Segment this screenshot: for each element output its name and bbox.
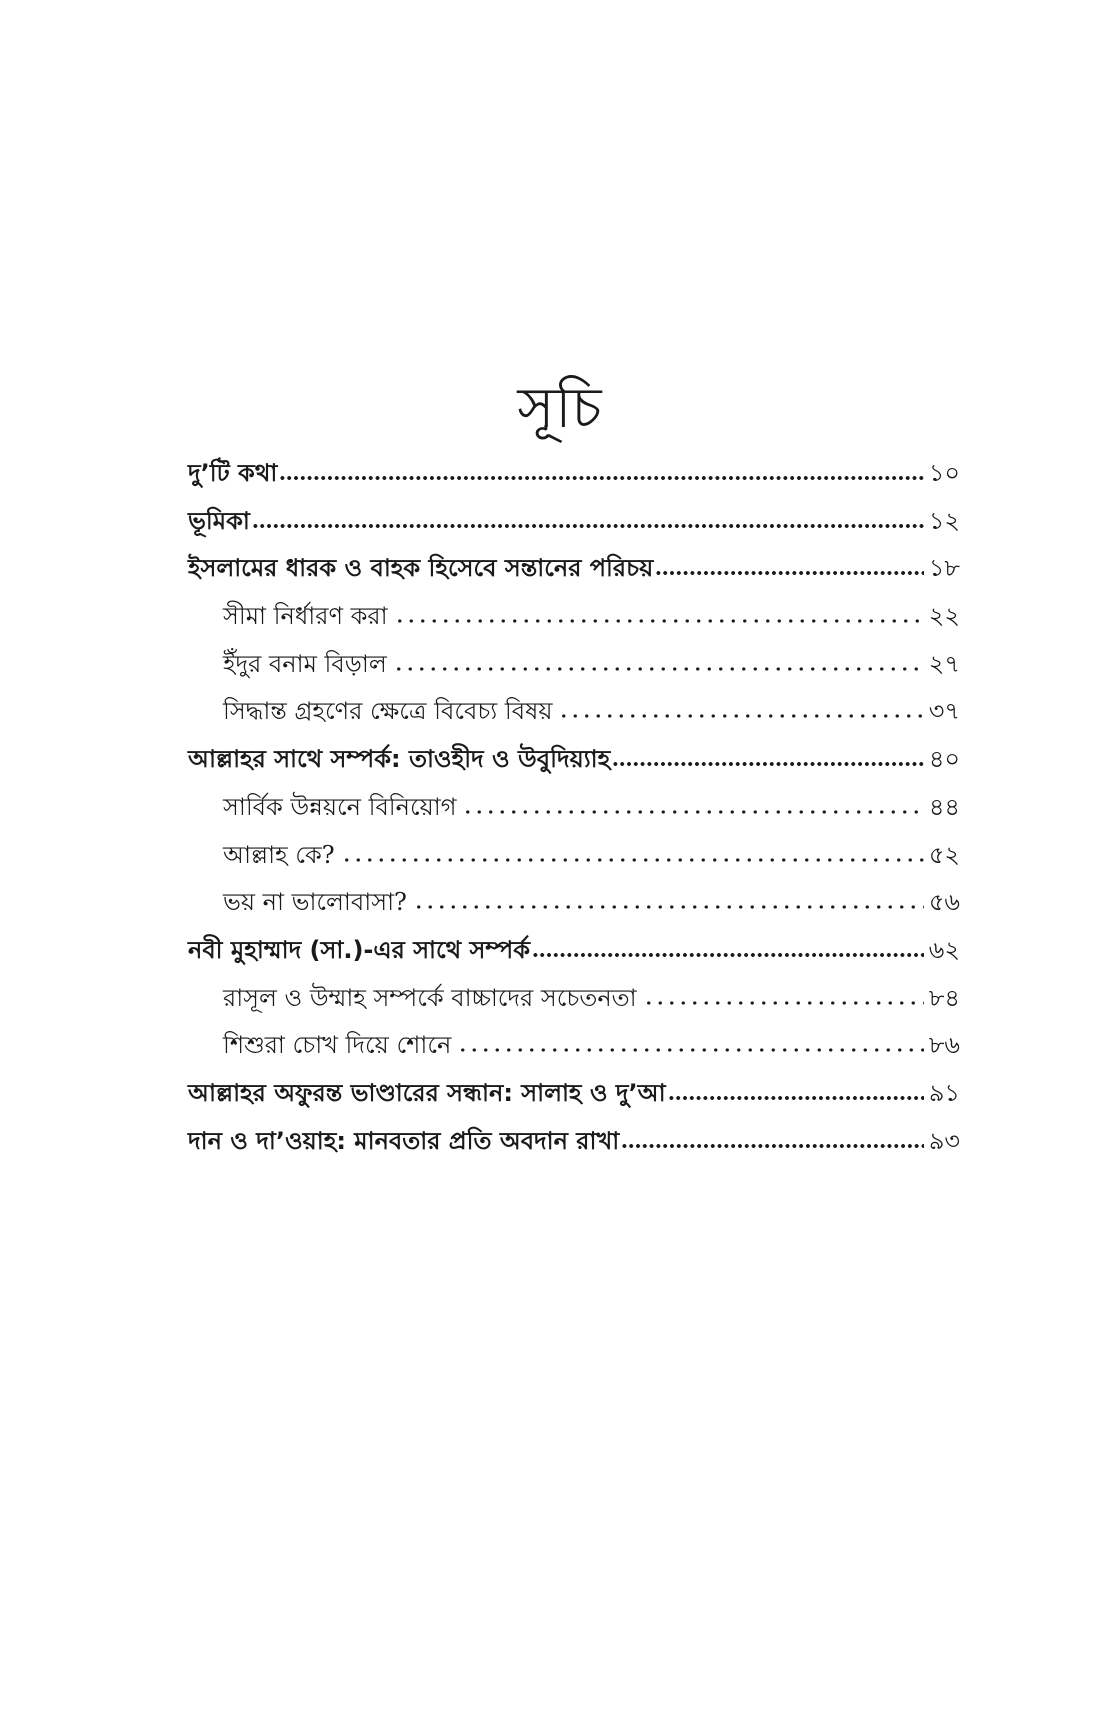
dot-leader <box>279 473 924 481</box>
dot-leader <box>655 568 924 576</box>
toc-entry-page-number: ৪৪ <box>928 792 960 821</box>
table-of-contents <box>188 450 960 1165</box>
toc-entry-page-number: ৯৩ <box>928 1126 960 1155</box>
toc-entry-label: আল্লাহর অফুরন্ত ভাণ্ডারের সন্ধান: সালাহ ও দু’আ <box>188 1078 666 1107</box>
toc-entry-page-number: ১৮ <box>928 554 960 583</box>
toc-entry-label: দু’টি কথা <box>188 459 278 487</box>
toc-entry-label: শিশুরা চোখ দিয়ে শোনে <box>223 1031 452 1060</box>
dot-leader <box>639 998 924 1006</box>
toc-entry-page-number: ৬২ <box>928 935 960 964</box>
toc-entry-page-number: ৮৪ <box>928 983 960 1012</box>
toc-entry-label: দান ও দা’ওয়াহ: মানবতার প্রতি অবদান রাখা <box>188 1126 620 1155</box>
toc-subentry-children-listen-with-eyes[interactable] <box>188 1022 960 1070</box>
toc-entry-bhumika[interactable] <box>188 498 960 546</box>
dot-leader <box>668 1093 924 1101</box>
toc-subentry-who-is-allah[interactable] <box>188 832 960 880</box>
toc-entry-page-number: ২৭ <box>928 649 960 678</box>
dot-leader <box>621 1141 924 1149</box>
toc-entry-page-number: ৯১ <box>928 1078 960 1107</box>
toc-entry-chapter-islam-identity[interactable] <box>188 545 960 593</box>
toc-subentry-children-awareness[interactable] <box>188 975 960 1023</box>
toc-entry-label: সীমা নির্ধারণ করা <box>223 602 388 631</box>
dot-leader <box>458 807 924 815</box>
toc-entry-label: আল্লাহর সাথে সম্পর্ক: তাওহীদ ও উবুদিয়্যাহ <box>188 745 611 774</box>
toc-entry-page-number: ১২ <box>928 506 960 535</box>
toc-entry-page-number: ১০ <box>928 459 960 487</box>
toc-entry-label: সার্বিক উন্নয়নে বিনিয়োগ <box>223 792 457 821</box>
toc-entry-label: সিদ্ধান্ত গ্রহণের ক্ষেত্রে বিবেচ্য বিষয় <box>223 697 553 726</box>
toc-subentry-mouse-vs-cat[interactable] <box>188 641 960 689</box>
dot-leader <box>409 902 924 910</box>
toc-entry-du-ti-kotha[interactable] <box>188 450 960 498</box>
toc-entry-chapter-salah-and-dua[interactable] <box>188 1070 960 1118</box>
dot-leader <box>453 1045 924 1053</box>
toc-entry-chapter-relationship-with-prophet[interactable] <box>188 927 960 975</box>
toc-subentry-fear-or-love[interactable] <box>188 879 960 927</box>
toc-entry-label: আল্লাহ কে? <box>223 840 335 869</box>
dot-leader <box>389 664 924 672</box>
toc-entry-label: রাসূল ও উম্মাহ সম্পর্কে বাচ্চাদের সচেতনতা <box>223 983 637 1012</box>
page-title: সূচি <box>517 375 603 441</box>
toc-entry-label: ইসলামের ধারক ও বাহক হিসেবে সন্তানের পরিচয় <box>188 554 654 583</box>
toc-entry-label: ভূমিকা <box>188 506 250 535</box>
toc-entry-page-number: ৫২ <box>928 840 960 869</box>
dot-leader <box>337 855 924 863</box>
toc-entry-page-number: ২২ <box>928 602 960 631</box>
toc-entry-page-number: ৮৬ <box>928 1031 960 1060</box>
toc-entry-page-number: ৫৬ <box>928 888 960 917</box>
toc-entry-label: নবী মুহাম্মাদ (সা.)-এর সাথে সম্পর্ক <box>188 935 530 964</box>
toc-subentry-decision-making[interactable] <box>188 688 960 736</box>
toc-entry-label: ইঁদুর বনাম বিড়াল <box>223 649 387 678</box>
toc-entry-page-number: ৩৭ <box>928 697 960 726</box>
dot-leader <box>554 711 924 719</box>
dot-leader <box>252 521 924 529</box>
toc-entry-label: ভয় না ভালোবাসা? <box>223 888 407 917</box>
toc-subentry-overall-development[interactable] <box>188 784 960 832</box>
toc-entry-chapter-charity-and-dawah[interactable] <box>188 1118 960 1166</box>
toc-subentry-setting-limits[interactable] <box>188 593 960 641</box>
dot-leader <box>390 616 924 624</box>
dot-leader <box>612 759 924 767</box>
dot-leader <box>532 950 924 958</box>
toc-entry-page-number: ৪০ <box>928 745 960 774</box>
toc-entry-chapter-relationship-with-allah[interactable] <box>188 736 960 784</box>
